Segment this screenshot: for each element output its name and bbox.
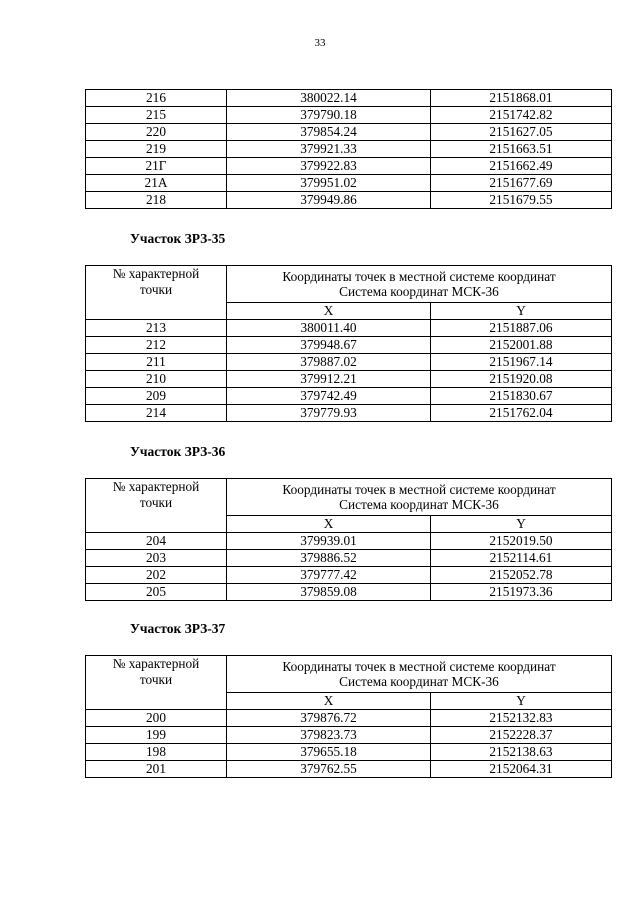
y-column-header: Y	[431, 303, 612, 320]
table-row	[86, 533, 612, 550]
table-row	[86, 124, 612, 141]
y-coordinate-cell: 2152114.61	[431, 550, 612, 567]
coordinates-table	[85, 655, 612, 778]
table-row	[86, 388, 612, 405]
y-coordinate-cell: 2152132.83	[431, 710, 612, 727]
point-number-cell: 21А	[86, 175, 227, 192]
table-row	[86, 192, 612, 209]
y-coordinate-cell: 2151920.08	[431, 371, 612, 388]
x-coordinate-cell: 379742.49	[227, 388, 431, 405]
y-column-header: Y	[431, 693, 612, 710]
x-coordinate-cell: 379859.08	[227, 584, 431, 601]
point-number-cell: 209	[86, 388, 227, 405]
y-coordinate-cell: 2151967.14	[431, 354, 612, 371]
y-coordinate-cell: 2151627.05	[431, 124, 612, 141]
table-row	[86, 107, 612, 124]
x-coordinate-cell: 379939.01	[227, 533, 431, 550]
point-number-cell: 21Г	[86, 158, 227, 175]
table-row	[86, 550, 612, 567]
x-coordinate-cell: 379823.73	[227, 727, 431, 744]
point-number-cell: 200	[86, 710, 227, 727]
section-title: Участок ЗРЗ-37	[130, 621, 226, 636]
point-number-cell: 213	[86, 320, 227, 337]
point-number-header: № характерной точки	[86, 266, 227, 320]
x-coordinate-cell: 379951.02	[227, 175, 431, 192]
table-row	[86, 727, 612, 744]
point-number-cell: 210	[86, 371, 227, 388]
y-coordinate-cell: 2151762.04	[431, 405, 612, 422]
coordinates-header: Координаты точек в местной системе координат Система координат МСК-36	[227, 266, 612, 303]
y-coordinate-cell: 2152019.50	[431, 533, 612, 550]
y-column-header: Y	[431, 516, 612, 533]
point-number-cell: 198	[86, 744, 227, 761]
coordinates-header: Координаты точек в местной системе координат Система координат МСК-36	[227, 656, 612, 693]
x-coordinate-cell: 380022.14	[227, 90, 431, 107]
y-coordinate-cell: 2151742.82	[431, 107, 612, 124]
point-number-cell: 201	[86, 761, 227, 778]
coordinates-table	[85, 265, 612, 422]
point-number-cell: 205	[86, 584, 227, 601]
y-coordinate-cell: 2152138.63	[431, 744, 612, 761]
table-row	[86, 371, 612, 388]
point-number-header: № характерной точки	[86, 656, 227, 710]
table-row	[86, 744, 612, 761]
section-title: Участок ЗРЗ-36	[130, 444, 226, 459]
y-coordinate-cell: 2151830.67	[431, 388, 612, 405]
point-number-cell: 218	[86, 192, 227, 209]
x-coordinate-cell: 379912.21	[227, 371, 431, 388]
point-number-cell: 219	[86, 141, 227, 158]
table-row	[86, 584, 612, 601]
x-coordinate-cell: 379876.72	[227, 710, 431, 727]
x-coordinate-cell: 379762.55	[227, 761, 431, 778]
point-number-cell: 211	[86, 354, 227, 371]
coordinates-header: Координаты точек в местной системе координат Система координат МСК-36	[227, 479, 612, 516]
table-row	[86, 354, 612, 371]
table-row	[86, 337, 612, 354]
y-coordinate-cell: 2151973.36	[431, 584, 612, 601]
page-number: 33	[314, 37, 326, 49]
table-row	[86, 175, 612, 192]
point-number-header: № характерной точки	[86, 479, 227, 533]
point-number-cell: 212	[86, 337, 227, 354]
table-row	[86, 320, 612, 337]
x-coordinate-cell: 379948.67	[227, 337, 431, 354]
point-number-cell: 220	[86, 124, 227, 141]
y-coordinate-cell: 2152052.78	[431, 567, 612, 584]
y-coordinate-cell: 2152228.37	[431, 727, 612, 744]
x-column-header: X	[227, 303, 431, 320]
table-row	[86, 405, 612, 422]
y-coordinate-cell: 2151677.69	[431, 175, 612, 192]
y-coordinate-cell: 2152064.31	[431, 761, 612, 778]
table-row	[86, 141, 612, 158]
x-column-header: X	[227, 516, 431, 533]
x-coordinate-cell: 380011.40	[227, 320, 431, 337]
x-coordinate-cell: 379854.24	[227, 124, 431, 141]
table-row	[86, 567, 612, 584]
x-coordinate-cell: 379921.33	[227, 141, 431, 158]
y-coordinate-cell: 2151662.49	[431, 158, 612, 175]
y-coordinate-cell: 2151868.01	[431, 90, 612, 107]
x-coordinate-cell: 379790.18	[227, 107, 431, 124]
table-row	[86, 710, 612, 727]
x-coordinate-cell: 379886.52	[227, 550, 431, 567]
x-column-header: X	[227, 693, 431, 710]
point-number-cell: 199	[86, 727, 227, 744]
section-title: Участок ЗРЗ-35	[130, 231, 226, 246]
table-row	[86, 761, 612, 778]
coordinates-table	[85, 478, 612, 601]
y-coordinate-cell: 2151663.51	[431, 141, 612, 158]
x-coordinate-cell: 379777.42	[227, 567, 431, 584]
table-row	[86, 90, 612, 107]
y-coordinate-cell: 2151679.55	[431, 192, 612, 209]
x-coordinate-cell: 379779.93	[227, 405, 431, 422]
point-number-cell: 202	[86, 567, 227, 584]
x-coordinate-cell: 379949.86	[227, 192, 431, 209]
x-coordinate-cell: 379922.83	[227, 158, 431, 175]
y-coordinate-cell: 2152001.88	[431, 337, 612, 354]
x-coordinate-cell: 379655.18	[227, 744, 431, 761]
point-number-cell: 214	[86, 405, 227, 422]
y-coordinate-cell: 2151887.06	[431, 320, 612, 337]
x-coordinate-cell: 379887.02	[227, 354, 431, 371]
point-number-cell: 203	[86, 550, 227, 567]
coordinates-table-continued	[85, 89, 612, 209]
point-number-cell: 216	[86, 90, 227, 107]
point-number-cell: 215	[86, 107, 227, 124]
point-number-cell: 204	[86, 533, 227, 550]
table-row	[86, 158, 612, 175]
